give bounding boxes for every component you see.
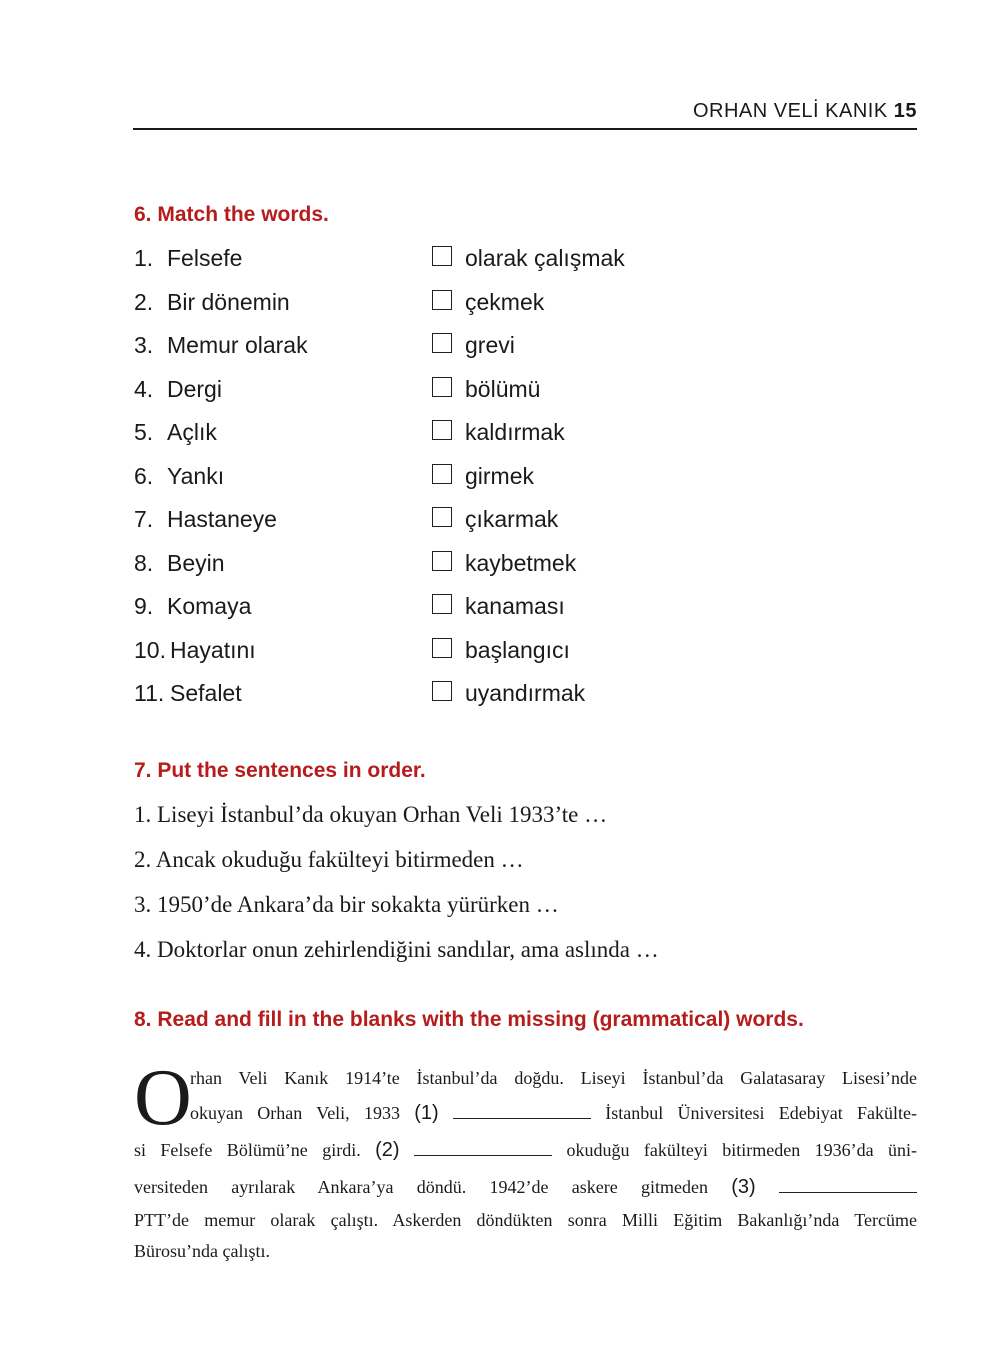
match-checkbox[interactable] [432,681,452,701]
match-checkbox[interactable] [432,377,452,397]
match-row [134,593,834,623]
paragraph-line-1: rhan Veli Kanık 1914’te İstanbul’da doğdu. Liseyi İstanbul’da Galatasaray Lisesi’nde [190,1068,917,1088]
match-word: Beyin [167,549,225,576]
drop-cap: O [134,1054,192,1142]
match-checkbox[interactable] [432,246,452,266]
match-word: Yankı [167,462,225,489]
match-word: Felsefe [167,245,243,271]
match-option: kaldırmak [465,419,565,445]
paragraph-line-4 [134,1176,917,1199]
match-word: Dergi [167,375,222,402]
match-option: girmek [465,462,535,489]
match-checkbox[interactable] [432,420,452,440]
line-2-text-a: okuyan Orhan Veli, 1933 [190,1103,400,1123]
match-number: 5. [134,419,154,445]
line-3-text-b: okuduğu fakülteyi bitirmeden 1936’da üni- [566,1140,918,1160]
match-number: 8. [134,549,154,576]
section-7-title: 7. Put the sentences in order. [134,759,426,782]
page-number: 15 [893,100,917,122]
header-title-group [693,100,917,123]
match-number: 11. [134,680,165,706]
match-row [134,245,834,275]
section-6-title: 6. Match the words. [134,203,329,226]
match-number: 9. [134,593,154,619]
paragraph-line-5: PTT’de memur olarak çalıştı. Askerden döndükten sonra Milli Eğitim Bakanlığı’nda Tercüme [134,1210,917,1230]
match-checkbox[interactable] [432,638,452,658]
match-option: bölümü [465,375,541,402]
order-item-1: 1. Liseyi İstanbul’da okuyan Orhan Veli 1933’te … [134,802,608,827]
match-word: Memur olarak [167,332,308,358]
match-row [134,419,834,449]
match-number: 6. [134,462,154,489]
match-option: kanaması [465,593,565,619]
blank-3-label: (3) [731,1176,756,1198]
match-word: Komaya [167,593,252,619]
paragraph-line-3 [134,1139,917,1162]
match-option: grevi [465,332,515,358]
match-row [134,506,834,536]
match-number: 4. [134,375,154,402]
line-3-text-a: si Felsefe Bölümü’ne girdi. [134,1140,361,1160]
match-option: uyandırmak [465,680,586,706]
match-checkbox[interactable] [432,290,452,310]
match-checkbox[interactable] [432,464,452,484]
match-checkbox[interactable] [432,333,452,353]
blank-1[interactable] [453,1104,591,1119]
match-checkbox[interactable] [432,507,452,527]
match-row [134,376,834,406]
page-header [133,98,917,130]
line-4-text-a: versiteden ayrılarak Ankara’ya döndü. 1942’de askere gitmeden [134,1177,708,1197]
blank-2-label: (2) [375,1139,400,1161]
match-word: Açlık [167,419,217,445]
match-checkbox[interactable] [432,551,452,571]
match-option: olarak çalışmak [465,245,625,271]
order-item-4: 4. Doktorlar onun zehirlendiğini sandılar, ama aslında … [134,937,659,962]
match-checkbox[interactable] [432,594,452,614]
match-word: Sefalet [170,680,242,706]
match-number: 1. [134,245,154,271]
header-title: ORHAN VELİ KANIK [692,100,888,122]
match-option: kaybetmek [465,549,577,576]
order-item-3: 3. 1950’de Ankara’da bir sokakta yürürken … [134,892,559,917]
order-item-2: 2. Ancak okuduğu fakülteyi bitirmeden … [134,847,524,872]
match-number: 7. [134,506,154,532]
match-option: çekmek [465,288,545,315]
match-number: 3. [134,332,154,358]
match-row [134,463,834,493]
match-option: çıkarmak [465,506,559,532]
blank-2[interactable] [414,1141,552,1156]
match-word: Hayatını [170,636,256,663]
match-number: 2. [134,288,154,315]
match-row [134,637,834,667]
match-option: başlangıcı [465,636,570,663]
section-8-title: 8. Read and fill in the blanks with the missing (grammatical) words. [134,1008,804,1031]
match-number: 10. [134,636,166,663]
match-row [134,332,834,362]
match-row [134,550,834,580]
match-word: Bir dönemin [167,288,290,315]
match-row [134,289,834,319]
line-2-text-b: İstanbul Üniversitesi Edebiyat Fakülte- [605,1103,918,1123]
blank-3[interactable] [779,1178,917,1193]
match-word: Hastaneye [167,506,277,532]
blank-1-label: (1) [414,1102,439,1124]
paragraph-line-6: Bürosu’nda çalıştı. [134,1241,270,1261]
paragraph-line-2 [190,1102,917,1125]
match-row [134,680,834,710]
